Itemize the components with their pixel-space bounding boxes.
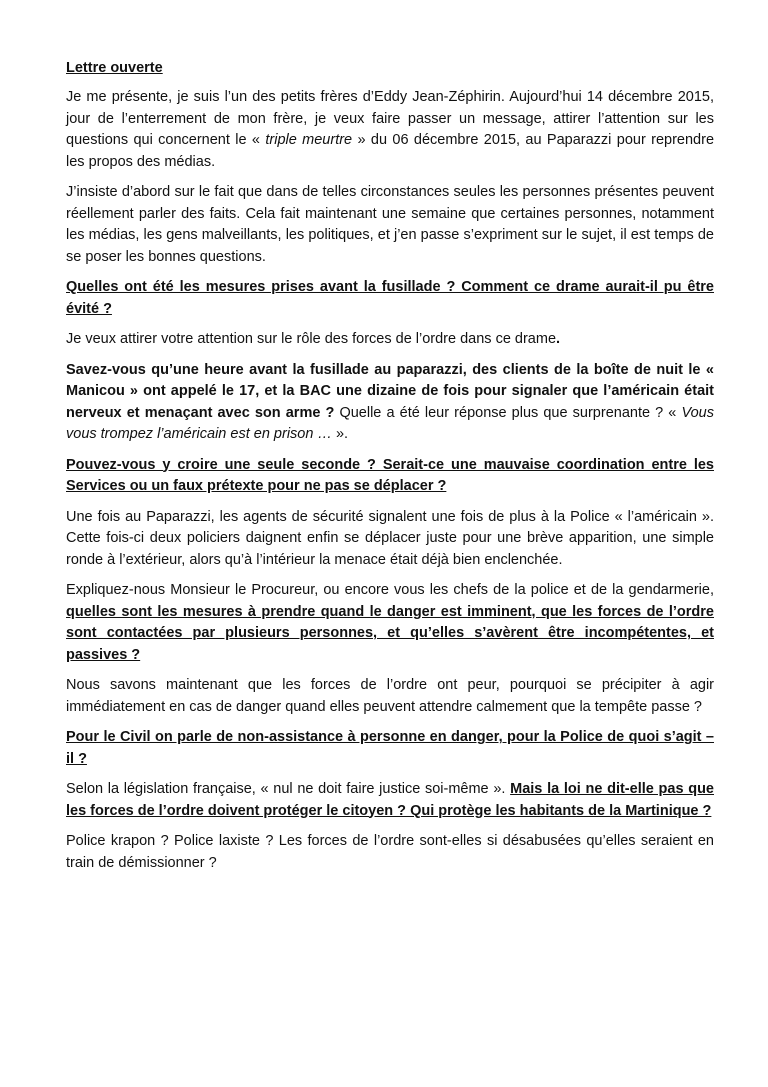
paragraph-legislation bbox=[66, 779, 714, 822]
procureur-bold-question: quelles sont les mesures à prendre quand le danger est imminent, que les forces de l’ordre sont contactées par plusieurs personnes, et qu’elles s’avèrent être incompétentes, et passives ? bbox=[66, 603, 714, 663]
legislation-bold-question: Mais la loi ne dit-elle pas que les forces de l’ordre doivent protéger le citoyen ? Qui protège les habitants de la Martinique ? bbox=[66, 781, 714, 819]
intro-text: Je me présente, je suis l’un des petits frères d’Eddy Jean-Zéphirin. Aujourd’hui 14 décembre 2015, jour de l’enterrement de mon frère, je veux faire passer un message, attirer l’attention sur les questions qui concernent le « bbox=[66, 89, 714, 148]
paragraph-calls bbox=[66, 360, 714, 446]
intro-italic-phrase: triple meurtre bbox=[265, 132, 353, 148]
intro-text-end: » du 06 décembre 2015, au Paparazzi pour reprendre les propos des médias. bbox=[66, 132, 715, 170]
paragraph-insist: J’insiste d’abord sur le fait que dans de telles circonstances seules les personnes présentes peuvent réellement parler des faits. Cela fait maintenant une semaine que certaines personnes, notamment les médias, les gens malveillants, les politiques, et j’en passe s’expriment sur le sujet, il est temps de se poser les bonnes questions. bbox=[66, 184, 714, 265]
calls-bold-text: Savez-vous qu’une heure avant la fusillade au paparazzi, des clients de la boîte de nuit le « Manicou » ont appelé le 17, et la BAC une dizaine de fois pour signaler que l’américain était nerveux et menaçant avec son arme ? bbox=[66, 361, 714, 421]
paragraph-procureur bbox=[66, 580, 714, 666]
question-measures: Quelles ont été les mesures prises avant la fusillade ? Comment ce drame aurait-il pu être évité ? bbox=[66, 279, 714, 317]
paragraph-paparazzi: Une fois au Paparazzi, les agents de sécurité signalent une fois de plus à la Police « l’américain ». Cette fois-ci deux policiers daignent enfin se déplacer juste pour une brève apparition, une simple ronde à l’extérieur, alors qu’à l’intérieur la menace était déjà bien enclenchée. bbox=[66, 508, 714, 568]
question-coordination: Pouvez-vous y croire une seule seconde ? Serait-ce une mauvaise coordination entre les Services ou un faux prétexte pour ne pas se déplacer ? bbox=[66, 456, 714, 494]
paragraph-attention bbox=[66, 329, 714, 351]
letter-title: Lettre ouverte bbox=[66, 60, 163, 76]
attention-period: . bbox=[556, 331, 561, 347]
legislation-text: Selon la législation française, « nul ne doit faire justice soi-même ». bbox=[66, 781, 511, 797]
question-civil: Pour le Civil on parle de non-assistance à personne en danger, pour la Police de quoi s’agit –il ? bbox=[66, 729, 714, 767]
paragraph-intro bbox=[66, 87, 714, 173]
calls-italic-quote: Vous vous trompez l’américain est en prison … bbox=[66, 404, 714, 442]
calls-text-end: ». bbox=[331, 426, 349, 442]
paragraph-krapon: Police krapon ? Police laxiste ? Les forces de l’ordre sont-elles si désabusées qu’elles seraient en train de démissionner ? bbox=[66, 833, 714, 871]
calls-text: Quelle a été leur réponse plus que surprenante ? « bbox=[334, 404, 682, 421]
paragraph-fear: Nous savons maintenant que les forces de l’ordre ont peur, pourquoi se précipiter à agir immédiatement en cas de danger quand elles peuvent attendre calmement que la tempête passe ? bbox=[66, 677, 714, 715]
procureur-text: Expliquez-nous Monsieur le Procureur, ou encore vous les chefs de la police et de la gendarmerie, bbox=[66, 582, 714, 598]
attention-text: Je veux attirer votre attention sur le rôle des forces de l’ordre dans ce drame bbox=[66, 331, 557, 347]
